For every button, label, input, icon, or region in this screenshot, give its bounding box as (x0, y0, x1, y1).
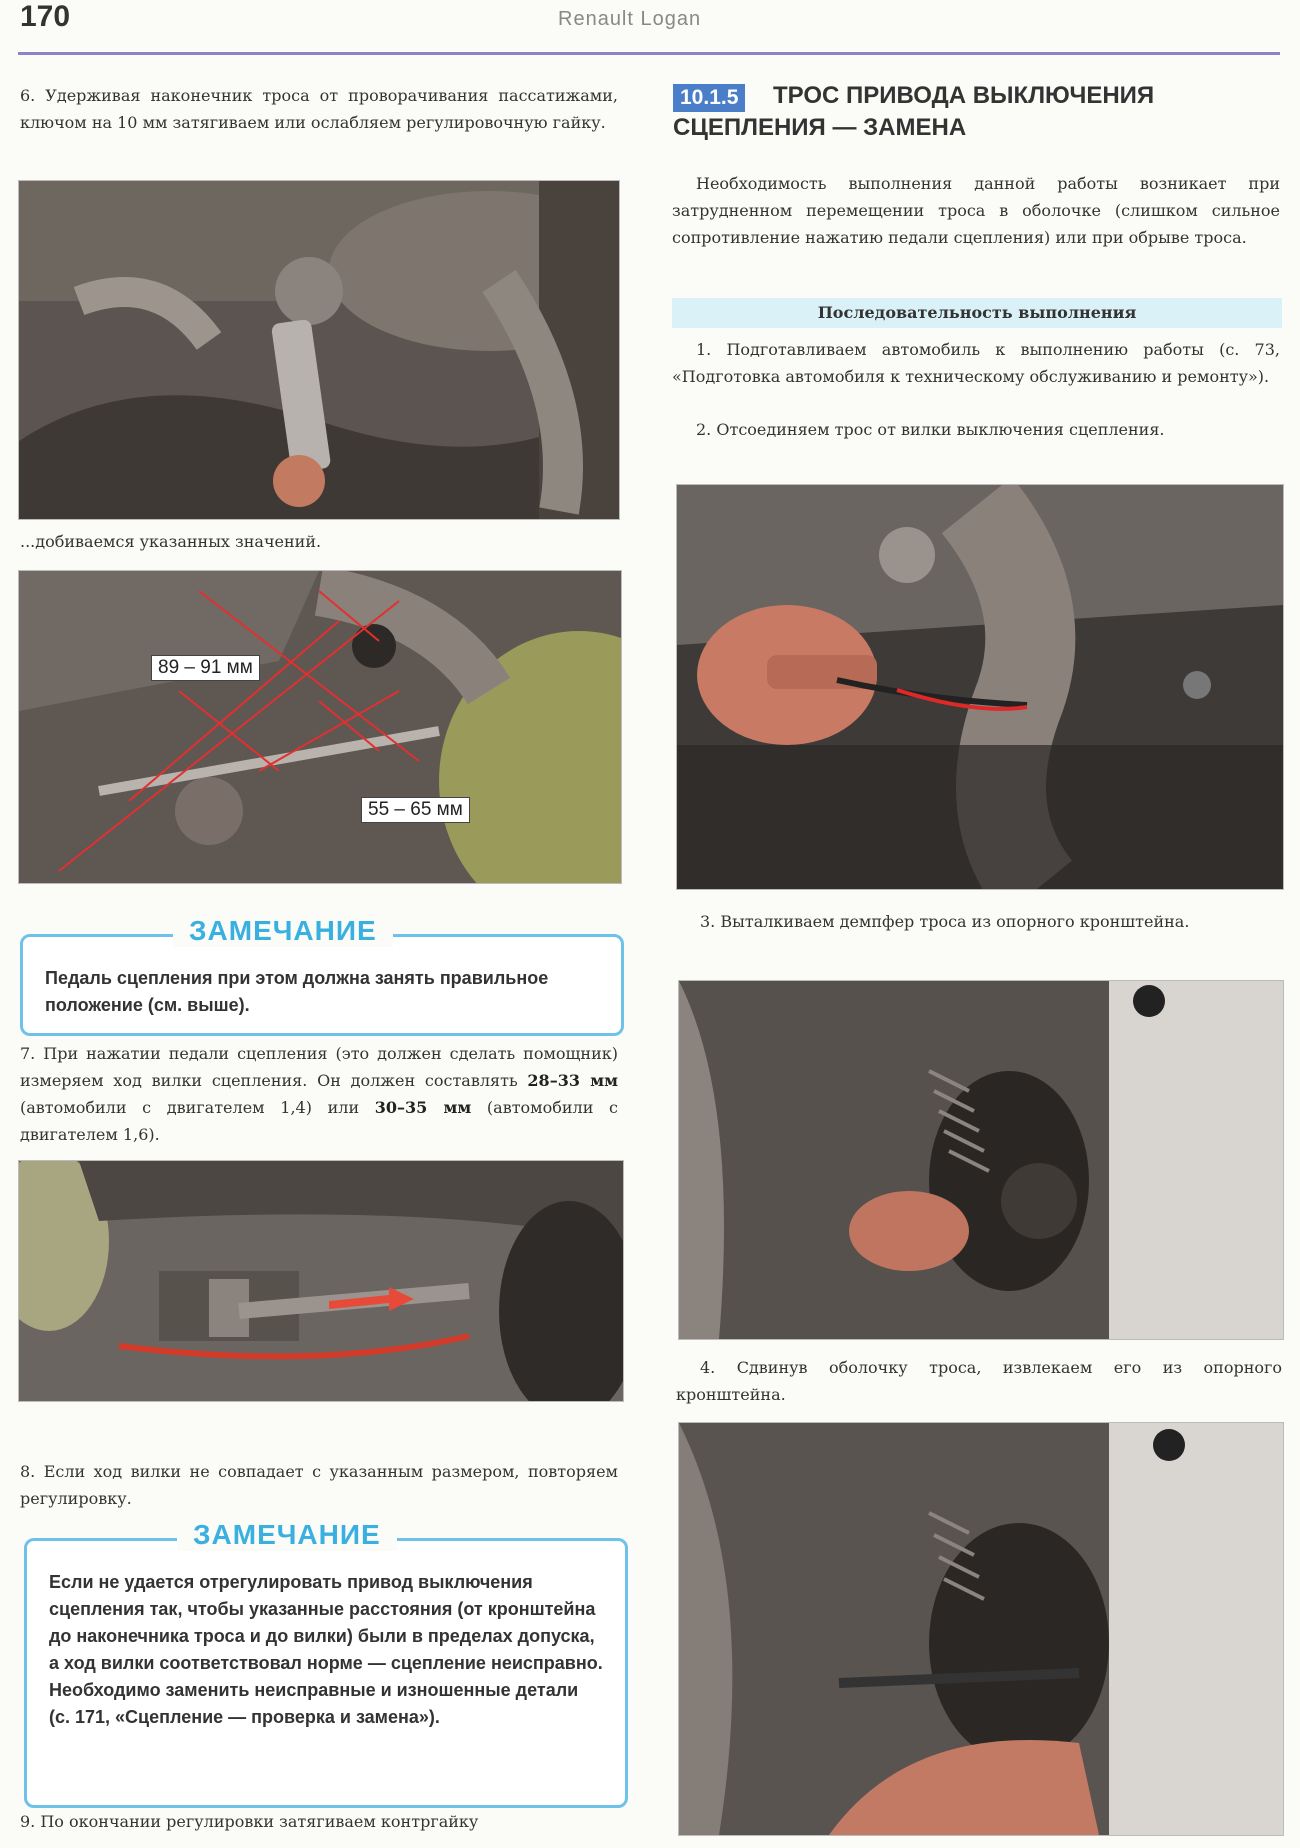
caption-values: ...добиваемся указанных значений. (20, 532, 322, 551)
step-8-text: 8. Если ход вилки не совпадает с указанным размером, повторяем регулировку. (20, 1462, 618, 1508)
step-6-text: 6. Удерживая наконечник троса от проворачивания пассатижами, ключом на 10 мм затягиваем или ослабляем регулировочную гайку. (20, 86, 618, 132)
photo-fork-travel (18, 1160, 624, 1402)
note-title-2: ЗАМЕЧАНИЕ (177, 1519, 397, 1551)
book-title: Renault Logan (558, 8, 702, 30)
note-box-2 (24, 1519, 628, 1808)
section-intro: Необходимость выполнения данной работы возникает при затрудненном перемещении троса в оболочке (слишком сильное сопротивление нажатию педали сцепления) или при обрыве троса. (672, 174, 1280, 247)
note-box-1 (20, 915, 624, 1036)
photo-remove-cable (678, 1422, 1284, 1836)
photo-push-damper (678, 980, 1284, 1340)
note-text-1: Педаль сцепления при этом должна занять правильное положение (см. выше). (45, 968, 549, 1015)
right-step-1: 1. Подготавливаем автомобиль к выполнению работы (с. 73, «Подготовка автомобиля к техническому обслуживанию и ремонту»). (672, 340, 1280, 386)
right-step-2: 2. Отсоединяем трос от вилки выключения сцепления. (696, 420, 1165, 439)
section-number: 10.1.5 (673, 84, 745, 112)
measure-label-1: 89 – 91 мм (151, 655, 260, 681)
right-step-4: 4. Сдвинув оболочку троса, извлекаем его из опорного кронштейна. (676, 1358, 1282, 1404)
measure-label-2: 55 – 65 мм (361, 797, 470, 823)
photo-wrench-adjust (18, 180, 620, 520)
section-title: ТРОС ПРИВОДА ВЫКЛЮЧЕНИЯ СЦЕПЛЕНИЯ — ЗАМЕНА (673, 82, 1155, 141)
note-text-2: Если не удается отрегулировать привод выключения сцепления так, чтобы указанные расстояния (от кронштейна до наконечника троса и до вилки) были в пределах допуска, а ход вилки соответствовал норме — сцепление неисправно. Необходимо заменить неисправные и изношенные детали (с. 171, «Сцепление — проверка и замена»). (49, 1572, 603, 1727)
header-rule (18, 52, 1280, 55)
step-9-text: 9. По окончании регулировки затягиваем контргайку (20, 1812, 479, 1831)
right-step-3: 3. Выталкиваем демпфер троса из опорного кронштейна. (700, 912, 1190, 931)
step-7-text: 7. При нажатии педали сцепления (это должен сделать помощник) измеряем ход вилки сцепления. Он должен составлять 28–33 мм (автомобили с двигателем 1,4) или 30–35 мм (автомобили с двигателем 1,6). (20, 1044, 619, 1144)
photo-disconnect-cable (676, 484, 1284, 890)
sequence-heading: Последовательность выполнения (672, 298, 1282, 328)
note-title-1: ЗАМЕЧАНИЕ (173, 915, 393, 947)
page-number: 170 (20, 0, 71, 33)
photo-measurement (18, 570, 622, 884)
